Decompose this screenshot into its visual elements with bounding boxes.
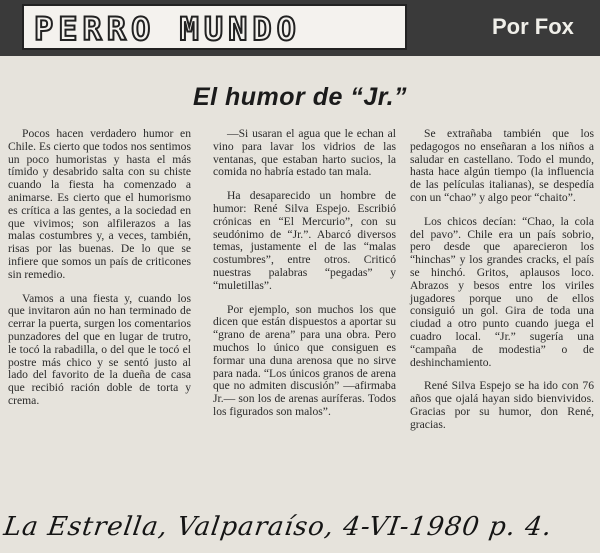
section-title-box bbox=[22, 4, 407, 50]
paragraph: Ha desaparecido un hombre de humor: René Silva Espejo. Escribió crónicas en “El Mercurio”, con su seudónimo de “Jr.”. Abarcó diversos temas, justamente el de las “malas costumbres”, entre otros. Criticó nuestras palabras “pegadas” y “muletillas”. bbox=[213, 189, 396, 292]
section-title: PERRO MUNDO bbox=[34, 10, 301, 48]
article-title: El humor de “Jr.” bbox=[192, 83, 408, 111]
paragraph: Pocos hacen verdadero humor en Chile. Es cierto que todos nos sentimos un poco humoristas y hasta el más tímido y desabrido salta con su chiste cuando la fiesta ha comenzado a animarse. Es cierto que el humorismo es crítica a las gentes, a la sociedad en que vivimos; son alfilerazos a las malas costumbres y, a veces, también, risas por las buenas. De lo que se infiere que somos un país de criticones sin remedio. bbox=[8, 127, 191, 281]
paragraph: Se extrañaba también que los pedagogos no enseñaran a los niños a saludar en castellano. Todo el mundo, hasta hace algún tiempo (la influencia de las películas italianas), se despedía con un “chao” y algo peor “chaito”. bbox=[410, 127, 594, 204]
paragraph: Vamos a una fiesta y, cuando los que invitaron aún no han terminado de cerrar la puerta, surgen los comentarios punzadores del que en lugar de trutro, le tocó la rabadilla, o del que le tocó el postre más chico y se sentó justo al lado del favorito de la dueña de casa que recibió ración doble de torta y crema. bbox=[8, 291, 191, 407]
article-column-3 bbox=[410, 128, 594, 443]
paragraph: René Silva Espejo se ha ido con 76 años que ojalá hayan sido bienvividos. Gracias por su humor, don René, gracias. bbox=[410, 379, 594, 431]
paragraph: Por ejemplo, son muchos los que dicen que están dispuestos a aportar su “grano de arena” para una obra. Pero muchos lo único que consiguen es formar una duna arenosa que no sirve para nada. “Los únicos granos de arena que no admiten discusión” —afirmaba Jr.— son los de arenas auríferas. Todos los figurados son malos”. bbox=[213, 302, 396, 418]
paragraph: —Si usaran el agua que le echan al vino para lavar los vidrios de las ventanas, que estaban harto sucios, la comida no habría estado tan mala. bbox=[213, 127, 396, 179]
paragraph: Los chicos decían: “Chao, la cola del pavo”. Chile era un país sobrio, pero desde que aparecieron los “hinchas” y los grandes cracks, el país se hinchó. Gritos, aplausos loco. Abrazos y besos entre los viriles jugadores porque uno de ellos consiguió un gol. Gira de toda una ciudad a otro punto cuando juega el cuadro local. “Jr.” sugería una “campaña de modestia” o de deshinchamiento. bbox=[410, 214, 594, 369]
article-column-1 bbox=[8, 128, 191, 419]
article-column-2 bbox=[213, 128, 396, 430]
handwritten-source-note: La Estrella, Valparaíso, 4-VI-1980 p. 4. bbox=[1, 512, 555, 542]
author-byline: Por Fox bbox=[492, 14, 574, 39]
